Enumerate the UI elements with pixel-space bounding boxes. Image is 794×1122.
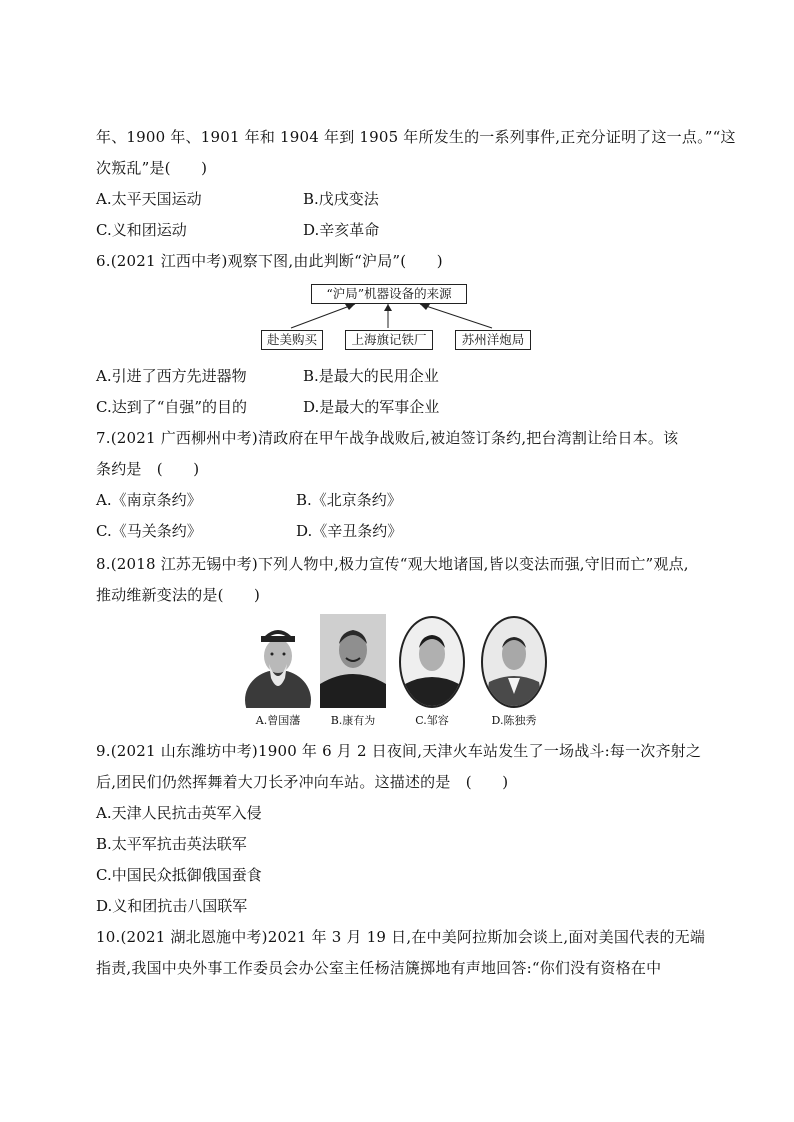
q9-stem-line1: 9.(2021 山东潍坊中考)1900 年 6 月 2 日夜间,天津火车站发生了一场战斗:每一次齐射之 bbox=[96, 742, 702, 760]
portrait-zou-rong bbox=[399, 616, 465, 708]
diagram-source-box-2: 上海旗记铁厂 bbox=[345, 330, 433, 350]
q5-stem-line1: 年、1900 年、1901 年和 1904 年到 1905 年所发生的一系列事件,正充分证明了这一点。”“这 bbox=[96, 128, 736, 146]
person-silhouette-icon bbox=[245, 618, 311, 708]
portrait-caption-c: C.邹容 bbox=[415, 714, 449, 727]
q9-option-c: C.中国民众抵御俄国蚕食 bbox=[96, 866, 262, 884]
person-silhouette-icon bbox=[320, 614, 386, 708]
q9-option-d: D.义和团抗击八国联军 bbox=[96, 897, 248, 915]
connector-right bbox=[420, 304, 492, 328]
person-silhouette-icon bbox=[483, 618, 545, 706]
q5-option-b: B.戊戌变法 bbox=[303, 190, 379, 208]
q5-option-d: D.辛亥革命 bbox=[303, 221, 380, 239]
q6-stem: 6.(2021 江西中考)观察下图,由此判断“沪局”( ) bbox=[96, 252, 443, 270]
q7-option-c: C.《马关条约》 bbox=[96, 522, 202, 540]
q6-option-b: B.是最大的民用企业 bbox=[303, 367, 439, 385]
portrait-kang-youwei bbox=[320, 614, 386, 708]
q6-option-c: C.达到了“自强”的目的 bbox=[96, 398, 248, 416]
q5-option-a: A.太平天国运动 bbox=[96, 190, 202, 208]
q5-stem-line2: 次叛乱”是( ) bbox=[96, 159, 208, 177]
portrait-caption-d: D.陈独秀 bbox=[491, 714, 537, 727]
q8-stem-line2: 推动维新变法的是( ) bbox=[96, 586, 261, 604]
q7-option-a: A.《南京条约》 bbox=[96, 491, 202, 509]
q5-option-c: C.义和团运动 bbox=[96, 221, 187, 239]
q9-option-a: A.天津人民抗击英军入侵 bbox=[96, 804, 262, 822]
q9-stem-line2: 后,团民们仍然挥舞着大刀长矛冲向车站。这描述的是 ( ) bbox=[96, 773, 509, 791]
arrow-middle bbox=[384, 304, 392, 311]
q6-option-d: D.是最大的军事企业 bbox=[303, 398, 440, 416]
diagram-top-box: “沪局”机器设备的来源 bbox=[311, 284, 467, 304]
q7-stem-line2: 条约是 ( ) bbox=[96, 460, 200, 478]
diagram-source-box-3: 苏州洋炮局 bbox=[455, 330, 531, 350]
q10-stem-line1: 10.(2021 湖北恩施中考)2021 年 3 月 19 日,在中美阿拉斯加会谈上,面对美国代表的无端 bbox=[96, 928, 706, 946]
diagram-source-box-1: 赴美购买 bbox=[261, 330, 323, 350]
portrait-chen-duxiu bbox=[481, 616, 547, 708]
portrait-caption-b: B.康有为 bbox=[330, 714, 376, 727]
q7-option-b: B.《北京条约》 bbox=[296, 491, 402, 509]
person-silhouette-icon bbox=[401, 618, 463, 706]
q7-stem-line1: 7.(2021 广西柳州中考)清政府在甲午战争战败后,被迫签订条约,把台湾割让给日本。该 bbox=[96, 429, 679, 447]
portrait-zeng-guofan bbox=[245, 618, 311, 708]
q6-option-a: A.引进了西方先进器物 bbox=[96, 367, 247, 385]
portrait-caption-a: A.曾国藩 bbox=[255, 714, 301, 727]
q7-option-d: D.《辛丑条约》 bbox=[296, 522, 403, 540]
connector-left bbox=[291, 304, 355, 328]
q9-option-b: B.太平军抗击英法联军 bbox=[96, 835, 247, 853]
q10-stem-line2: 指责,我国中央外事工作委员会办公室主任杨洁篪掷地有声地回答:“你们没有资格在中 bbox=[96, 959, 662, 977]
q8-stem-line1: 8.(2018 江苏无锡中考)下列人物中,极力宣传“观大地诸国,皆以变法而强,守旧而亡”观点, bbox=[96, 555, 689, 573]
